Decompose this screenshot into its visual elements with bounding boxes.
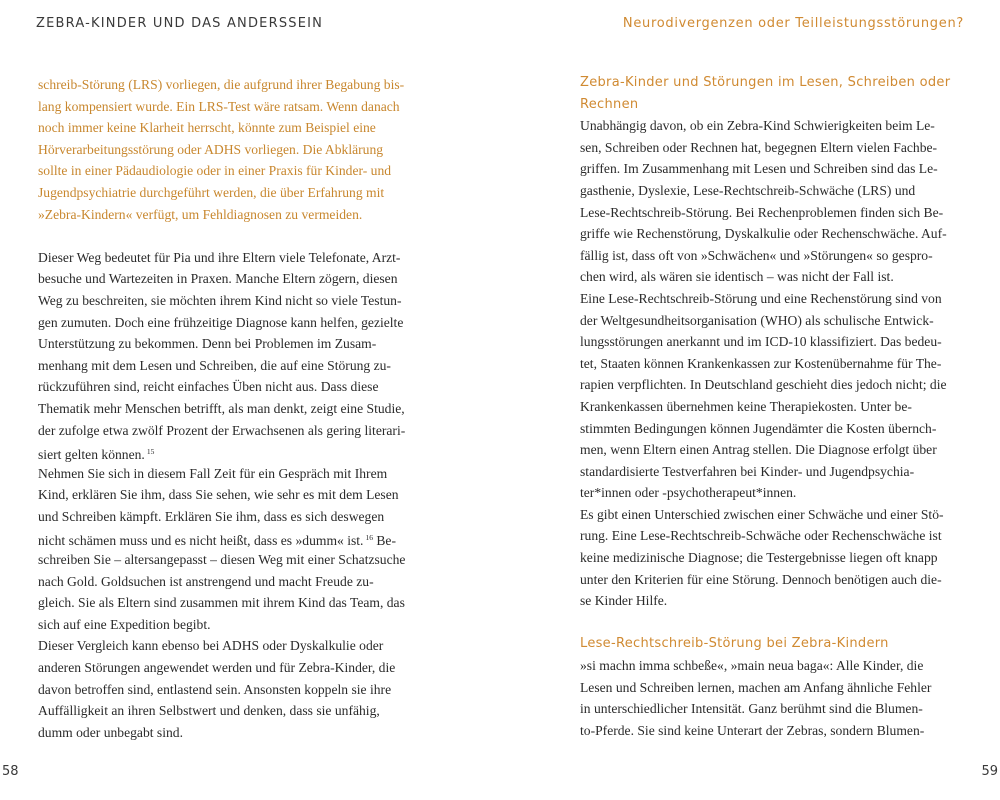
line-text: in unterschiedlicher Intensität. Ganz berühmt sind die Blumen- <box>580 701 923 717</box>
line-text: rapien verpflichten. In Deutschland geschieht dies jedoch nicht; die <box>580 377 947 393</box>
body-text-line <box>580 720 968 742</box>
line-text: Krankenkassen übernehmen keine Therapiekosten. Unter be- <box>580 398 912 414</box>
line-text: Thematik mehr Menschen betrifft, als man denkt, zeigt eine Studie, <box>38 400 405 416</box>
body-text-line <box>580 331 968 353</box>
highlighted-text-line <box>38 204 424 226</box>
body-text-line <box>580 223 968 245</box>
body-text-line <box>580 482 968 504</box>
line-text: Lese-Rechtschreib-Störung bei Zebra-Kindern <box>580 636 889 652</box>
footnote-marker: 15 <box>146 447 155 457</box>
body-text-line <box>38 290 424 312</box>
line-text: Nehmen Sie sich in diesem Fall Zeit für ein Gespräch mit Ihrem <box>38 465 388 481</box>
body-text-line <box>580 180 968 202</box>
page-number-left: 58 <box>2 764 19 779</box>
highlighted-text-line <box>38 74 424 96</box>
highlighted-text-line <box>38 139 424 161</box>
body-text-line <box>38 333 424 355</box>
body-text-line <box>580 439 968 461</box>
body-text-line <box>38 441 424 463</box>
right-text-column <box>580 72 968 741</box>
body-text-line <box>38 527 424 549</box>
line-text: lang kompensiert wurde. Ein LRS-Test wäre ratsam. Wenn danach <box>38 98 400 114</box>
line-text: gen zumuten. Doch eine frühzeitige Diagnose kann helfen, gezielte <box>38 314 404 330</box>
body-text-line <box>580 158 968 180</box>
body-text-line <box>580 655 968 677</box>
body-text-line <box>38 484 424 506</box>
line-text: menhang mit dem Lesen und Schreiben, die auf eine Störung zu- <box>38 357 391 373</box>
line-text: unter den Kriterien für eine Störung. Dennoch benötigen auch die- <box>580 571 942 587</box>
highlighted-text-line <box>38 182 424 204</box>
body-text-line <box>38 592 424 614</box>
body-text-line <box>580 288 968 310</box>
line-text: fällig ist, dass oft von »Schwächen« und »Störungen« so gespro- <box>580 247 933 263</box>
line-text: dumm oder unbegabt sind. <box>38 724 183 740</box>
body-text-line <box>580 461 968 483</box>
body-text-line <box>38 463 424 485</box>
body-text-line <box>580 396 968 418</box>
line-text: Unterstützung zu bekommen. Denn bei Problemen im Zusam- <box>38 336 377 352</box>
body-text-line <box>38 657 424 679</box>
line-text: besuche und Wartezeiten in Praxen. Manche Eltern zögern, diesen <box>38 271 398 287</box>
line-text: rückzuführen sind, reicht einfaches Üben nicht aus. Dass diese <box>38 379 379 395</box>
body-text-line <box>38 700 424 722</box>
body-text-line <box>38 722 424 744</box>
body-text-line <box>38 312 424 334</box>
line-text: se Kinder Hilfe. <box>580 593 668 609</box>
line-text: Es gibt einen Unterschied zwischen einer Schwäche und einer Stö- <box>580 506 944 522</box>
line-text: Jugendpsychiatrie durchgeführt werden, die über Erfahrung mit <box>38 184 385 200</box>
body-text-line <box>580 590 968 612</box>
line-text: und Schreiben kämpft. Erklären Sie ihm, dass es sich deswegen <box>38 508 385 524</box>
line-text: gasthenie, Dyslexie, Lese-Rechtschreib-Schwäche (LRS) und <box>580 182 916 198</box>
body-text-line <box>38 247 424 269</box>
section-heading-line <box>580 633 968 655</box>
line-text: davon betroffen sind, entlastend sein. Ansonsten koppeln sie ihre <box>38 681 392 697</box>
line-text-continued: Be- <box>372 533 396 549</box>
line-text: schreib-Störung (LRS) vorliegen, die aufgrund ihrer Begabung bis- <box>38 77 405 92</box>
line-text: nach Gold. Goldsuchen ist anstrengend und macht Freude zu- <box>38 573 374 589</box>
body-text-line <box>38 355 424 377</box>
running-head-right: Neurodivergenzen oder Teilleistungsstörungen? <box>622 16 964 31</box>
body-text-line <box>38 571 424 593</box>
body-text-line <box>580 374 968 396</box>
line-text: sollte in einer Pädaudiologie oder in einer Praxis für Kinder- und <box>38 163 392 179</box>
body-text-line <box>580 698 968 720</box>
line-text: stimmten Bedingungen können Jugendämter die Kosten übernch- <box>580 420 937 436</box>
body-text-line <box>580 353 968 375</box>
body-text-line <box>580 202 968 224</box>
line-text: der Weltgesundheitsorganisation (WHO) als schulische Entwick- <box>580 312 934 328</box>
line-text: Zebra-Kinder und Störungen im Lesen, Schreiben oder <box>580 75 951 90</box>
line-text: der zufolge etwa zwölf Prozent der Erwachsenen als gering literari- <box>38 422 406 438</box>
body-text-line <box>580 245 968 267</box>
body-text-line <box>580 137 968 159</box>
body-text-line <box>580 504 968 526</box>
line-text: »si machn imma schbeßе«, »main neua baga«: Alle Kinder, die <box>580 658 924 674</box>
body-text-line <box>38 398 424 420</box>
line-text: gleich. Sie als Eltern sind zusammen mit ihrem Kind das Team, das <box>38 595 405 611</box>
body-text-line <box>38 614 424 636</box>
highlighted-text-line <box>38 96 424 118</box>
body-text-line <box>580 310 968 332</box>
line-text: griffen. Im Zusammenhang mit Lesen und Schreiben sind das Le- <box>580 161 938 177</box>
left-text-column <box>38 74 424 743</box>
line-text: Eine Lese-Rechtschreib-Störung und eine Rechenstörung sind von <box>580 290 942 306</box>
body-text-line <box>38 549 424 571</box>
footnote-marker: 16 <box>365 533 373 543</box>
line-text: schreiben Sie – altersangepasst – diesen Weg mit einer Schatzsuche <box>38 552 406 568</box>
line-text: rung. Eine Lese-Rechtschreib-Schwäche oder Rechenschwäche ist <box>580 528 942 544</box>
line-text: ter*innen oder -psychotherapeut*innen. <box>580 485 797 501</box>
line-text: Dieser Vergleich kann ebenso bei ADHS oder Dyskalkulie oder <box>38 638 384 654</box>
body-text-line <box>580 418 968 440</box>
line-text: Kind, erklären Sie ihm, dass Sie sehen, wie sehr es mit dem Lesen <box>38 487 399 503</box>
body-text-line <box>38 420 424 442</box>
line-text: »Zebra-Kindern« verfügt, um Fehldiagnosen zu vermeiden. <box>38 206 363 222</box>
section-heading-line <box>580 94 968 116</box>
paragraph-gap <box>580 612 968 634</box>
right-page <box>500 0 1000 800</box>
line-text: Hörverarbeitungsstörung oder ADHS vorliegen. Die Abklärung <box>38 141 384 157</box>
running-head-left: ZEBRA-KINDER UND DAS ANDERSSEIN <box>36 16 324 31</box>
body-text-line <box>38 635 424 657</box>
body-text-line <box>38 679 424 701</box>
highlighted-text-line <box>38 160 424 182</box>
line-text: nicht schämen muss und es nicht heißt, dass es »dumm« ist. <box>38 533 364 549</box>
paragraph-gap <box>38 225 424 247</box>
body-text-line <box>580 547 968 569</box>
line-text: Unabhängig davon, ob ein Zebra-Kind Schwierigkeiten beim Le- <box>580 118 935 134</box>
line-text: anderen Störungen angewendet werden und für Zebra-Kinder, die <box>38 660 396 676</box>
section-heading-line <box>580 72 968 94</box>
body-text-line <box>38 376 424 398</box>
line-text: Dieser Weg bedeutet für Pia und ihre Eltern viele Telefonate, Arzt- <box>38 249 401 265</box>
body-text-line <box>580 115 968 137</box>
line-text: standardisierte Testverfahren bei Kinder- und Jugendpsychia- <box>580 463 915 479</box>
body-text-line <box>580 569 968 591</box>
line-text: chen wird, als wären sie identisch – was nicht der Fall ist. <box>580 269 894 285</box>
line-text: siert gelten können. <box>38 447 145 463</box>
line-text: griffe wie Rechenstörung, Dyskalkulie oder Rechenschwäche. Auf- <box>580 226 947 242</box>
highlighted-text-line <box>38 117 424 139</box>
line-text: keine medizinische Diagnose; die Testergebnisse liegen oft knapp <box>580 550 938 566</box>
line-text: lungsstörungen anerkannt und im ICD-10 klassifiziert. Das bedeu- <box>580 334 942 350</box>
line-text: Lesen und Schreiben lernen, machen am Anfang ähnliche Fehler <box>580 679 932 695</box>
body-text-line <box>580 677 968 699</box>
line-text: Rechnen <box>580 96 639 112</box>
body-text-line <box>38 506 424 528</box>
body-text-line <box>38 268 424 290</box>
line-text: Weg zu beschreiten, sie möchten ihrem Kind nicht so viele Testun- <box>38 292 402 308</box>
body-text-line <box>580 266 968 288</box>
line-text: tet, Staaten können Krankenkassen zur Kostenübernahme für The- <box>580 355 942 371</box>
line-text: Lese-Rechtschreib-Störung. Bei Rechenproblemen finden sich Be- <box>580 204 944 220</box>
line-text: men, wenn Eltern einen Antrag stellen. Die Diagnose erfolgt über <box>580 442 937 458</box>
line-text: sich auf eine Expedition begibt. <box>38 616 211 632</box>
line-text: sen, Schreiben oder Rechnen hat, begegnen Eltern vielen Fachbe- <box>580 139 938 155</box>
line-text: to-Pferde. Sie sind keine Unterart der Zebras, sondern Blumen- <box>580 722 925 738</box>
line-text: Auffälligkeit an ihren Selbstwert und denken, dass sie unfähig, <box>38 703 380 719</box>
body-text-line <box>580 525 968 547</box>
page-number-right: 59 <box>981 764 998 779</box>
line-text: noch immer keine Klarheit herrscht, könnte zum Beispiel eine <box>38 120 376 136</box>
